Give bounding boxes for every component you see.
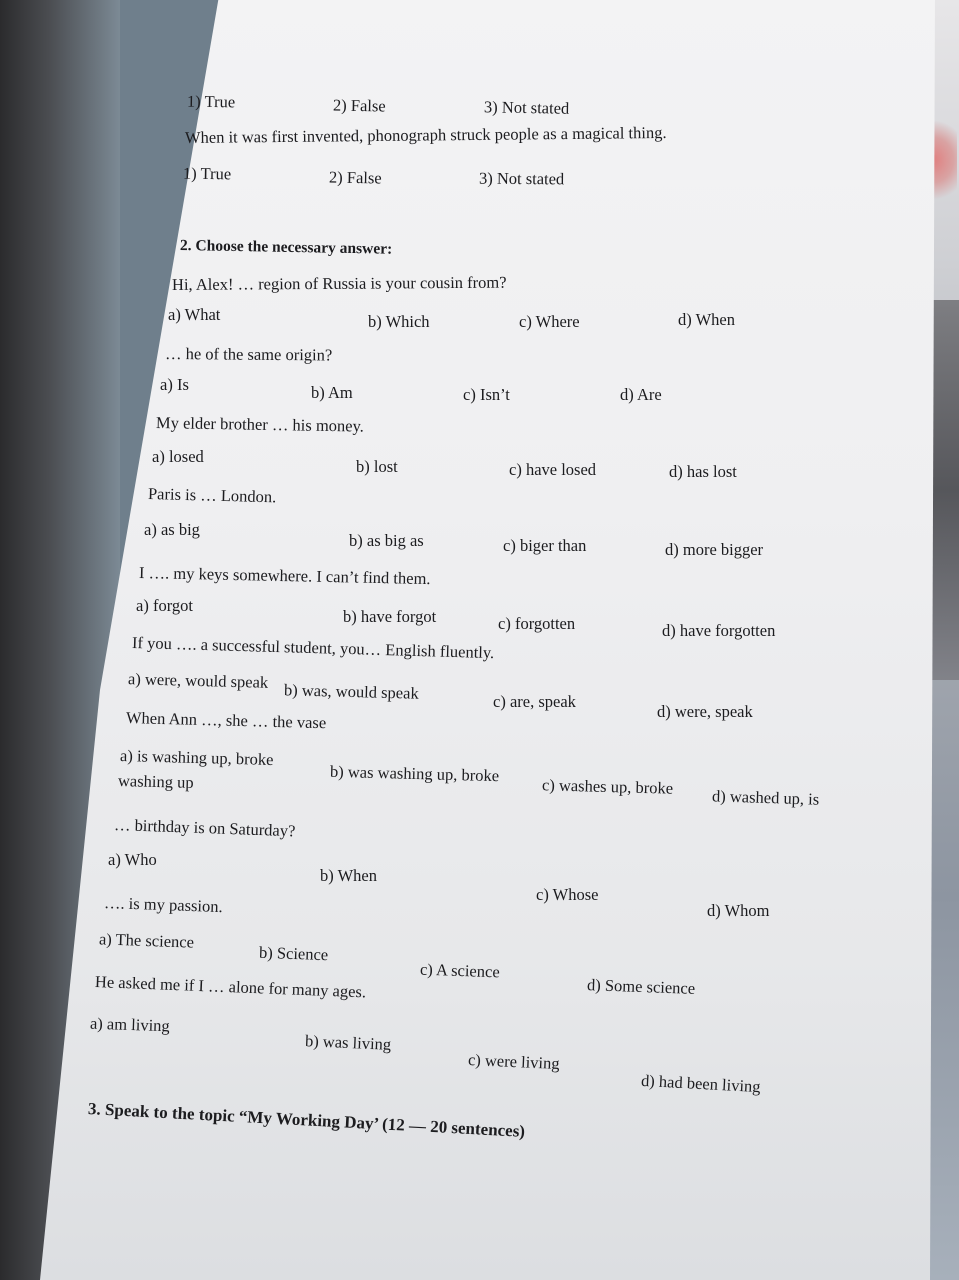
question-text: Paris is … London. <box>147 484 277 507</box>
answer-option: c) Whose <box>536 885 599 904</box>
answer-option: b) When <box>320 866 377 885</box>
option: 3) Not stated <box>483 97 570 118</box>
answer-option: a) is washing up, broke <box>119 745 274 770</box>
answer-option: d) have forgotten <box>662 621 776 640</box>
answer-option: b) was living <box>304 1031 392 1054</box>
answer-option: c) were living <box>467 1050 561 1073</box>
answer-option: c) biger than <box>503 536 587 555</box>
answer-option: b) lost <box>356 457 398 476</box>
option: 2) False <box>328 167 382 188</box>
answer-option: b) Which <box>368 312 430 331</box>
answer-option: d) more bigger <box>665 540 764 559</box>
answer-option: b) was, would speak <box>283 680 419 703</box>
answer-option: b) was washing up, broke <box>329 761 500 786</box>
answer-option: a) What <box>168 305 221 324</box>
answer-option: d) Whom <box>707 901 770 920</box>
option: 1) True <box>182 163 232 184</box>
answer-option: c) Where <box>519 312 580 331</box>
answer-option: c) washes up, broke <box>541 775 674 798</box>
answer-option-wrap: washing up <box>117 771 194 792</box>
answer-option: b) Am <box>311 383 353 402</box>
question-text: If you …. a successful student, you… English fluently. <box>131 633 495 663</box>
question-text: He asked me if I … alone for many ages. <box>94 972 367 1002</box>
answer-option: d) had been living <box>640 1070 762 1097</box>
question-text: …. is my passion. <box>103 893 223 917</box>
option: 1) True <box>186 91 236 112</box>
question-text: When Ann …, she … the vase <box>125 708 327 733</box>
answer-option: d) has lost <box>669 462 737 481</box>
answer-option: c) have losed <box>509 460 597 479</box>
answer-option: a) Who <box>108 850 157 869</box>
answer-option: b) as big as <box>349 531 424 550</box>
answer-option: a) Is <box>160 375 189 394</box>
answer-option: a) losed <box>152 447 204 466</box>
answer-option: d) When <box>678 310 735 329</box>
option: 3) Not stated <box>478 168 565 189</box>
answer-option: a) The science <box>98 929 195 952</box>
section-heading: 2. Choose the necessary answer: <box>179 237 393 258</box>
section-heading: 3. Speak to the topic “My Working Day’ (12 — 20 sentences) <box>87 1099 526 1141</box>
answer-option: a) forgot <box>136 596 193 615</box>
answer-option: b) Science <box>258 942 329 965</box>
answer-option: c) forgotten <box>498 614 576 633</box>
answer-option: d) washed up, is <box>711 786 820 809</box>
answer-option: c) are, speak <box>493 692 576 711</box>
answer-option: c) Isn’t <box>463 385 510 404</box>
question-text: … he of the same origin? <box>164 344 333 365</box>
question-text: … birthday is on Saturday? <box>113 815 296 841</box>
question-text: I …. my keys somewhere. I can’t find them. <box>138 563 431 589</box>
answer-option: d) Are <box>620 385 662 404</box>
question-text: My elder brother … his money. <box>155 413 365 436</box>
statement: When it was first invented, phonograph struck people as a magical thing. <box>184 122 667 147</box>
answer-option: a) were, would speak <box>127 669 269 692</box>
answer-option: b) have forgot <box>343 607 437 626</box>
answer-option: a) as big <box>144 520 200 539</box>
answer-option: c) A science <box>419 959 501 982</box>
option: 2) False <box>332 95 386 116</box>
answer-option: d) were, speak <box>657 702 753 721</box>
question-text: Hi, Alex! … region of Russia is your cousin from? <box>171 272 507 294</box>
answer-option: a) am living <box>89 1013 171 1036</box>
answer-option: d) Some science <box>586 975 696 998</box>
